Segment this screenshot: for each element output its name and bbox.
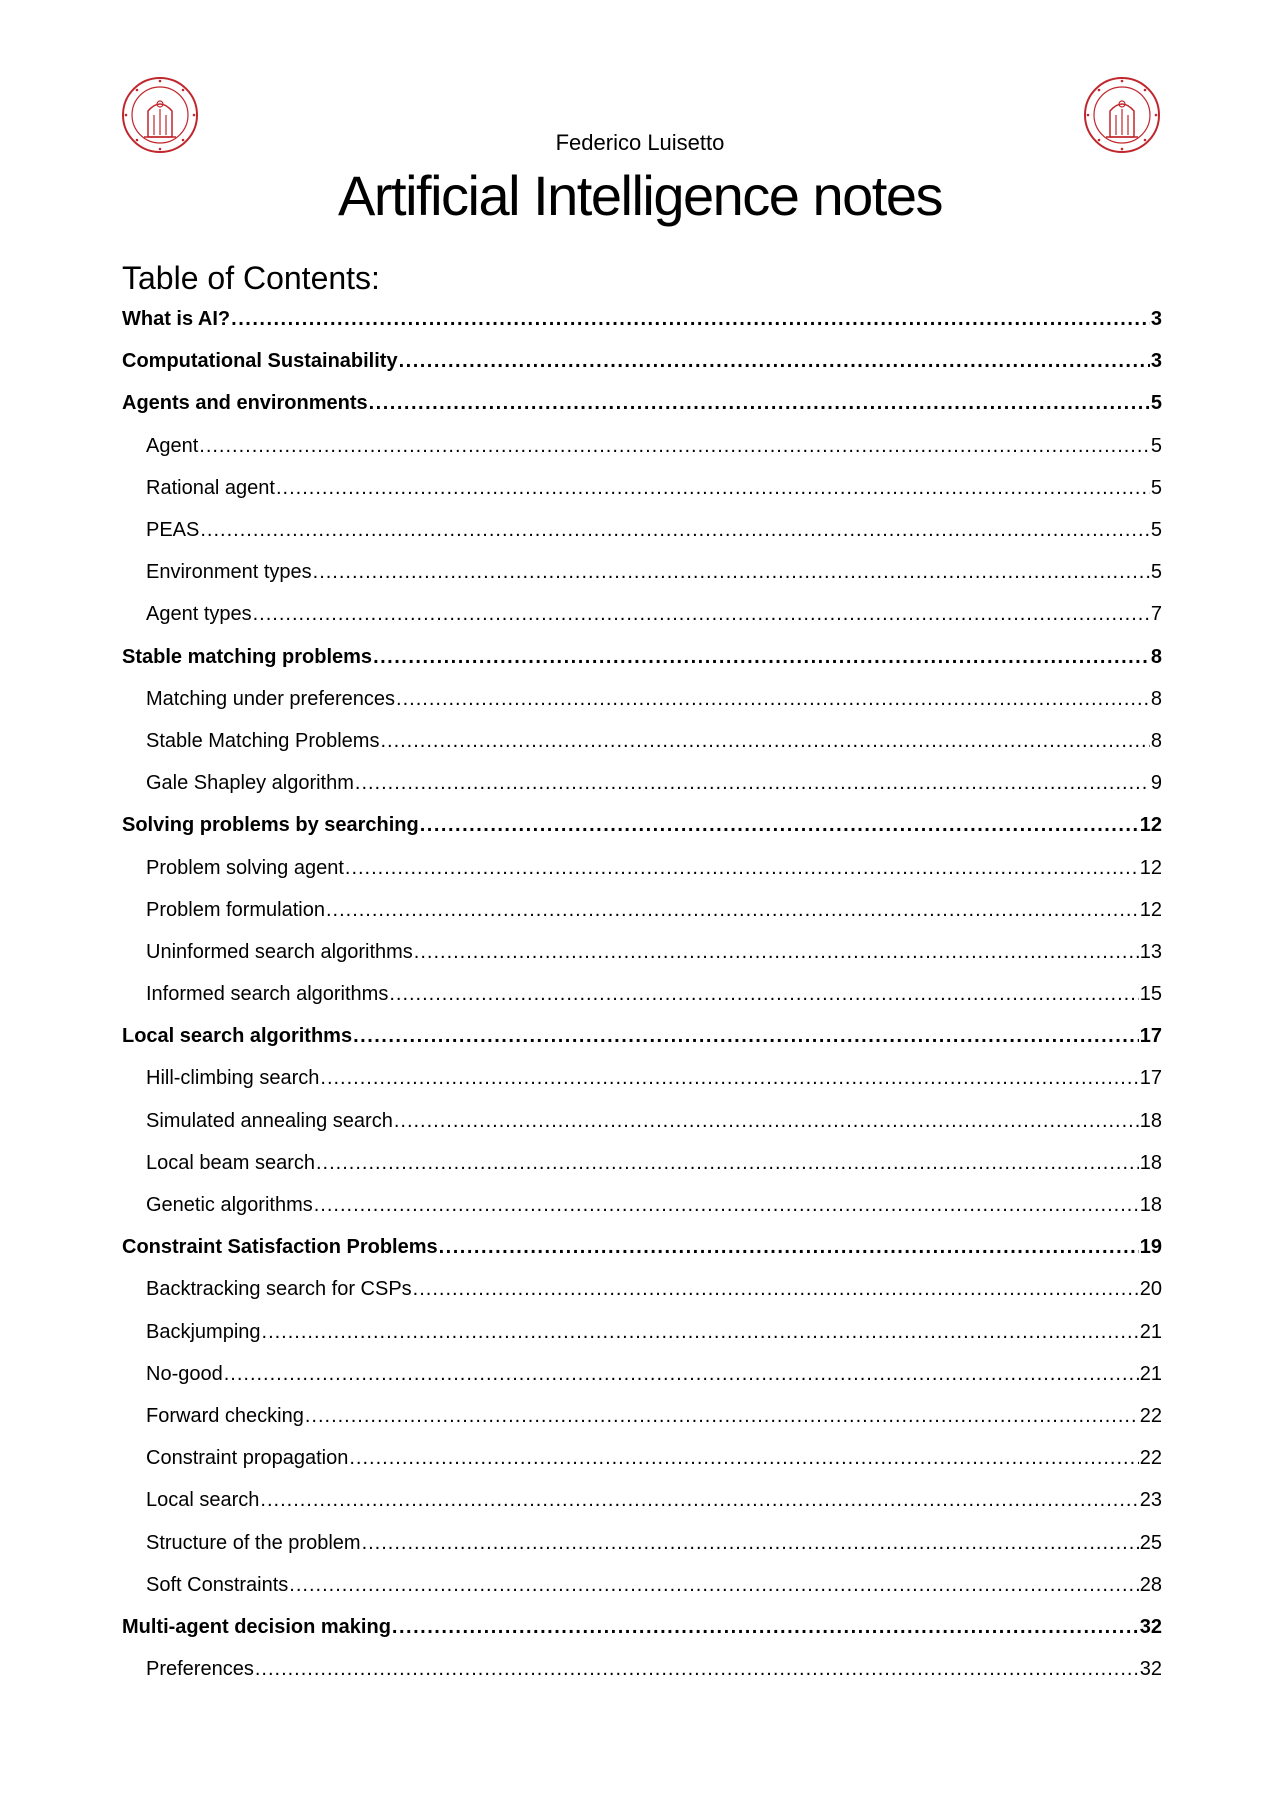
toc-dot-leader <box>320 1057 1138 1099</box>
toc-dot-leader <box>262 1311 1139 1353</box>
toc-entry[interactable] <box>122 720 1162 762</box>
toc-entry-label: Agent types <box>146 603 252 626</box>
toc-entry-label: Solving problems by searching <box>122 814 419 837</box>
toc-entry-page: 17 <box>1139 1025 1162 1048</box>
toc-entry[interactable] <box>122 467 1162 509</box>
toc-dot-leader <box>392 1606 1139 1648</box>
toc-entry-page: 5 <box>1150 476 1162 499</box>
toc-entry-page: 21 <box>1139 1320 1162 1343</box>
toc-dot-leader <box>369 382 1150 424</box>
toc-dot-leader <box>353 1015 1139 1057</box>
toc-dot-leader <box>362 1522 1139 1564</box>
toc-dot-leader <box>420 804 1139 846</box>
toc-entry[interactable] <box>122 382 1162 424</box>
toc-entry-page: 18 <box>1139 1109 1162 1132</box>
toc-dot-leader <box>355 762 1150 804</box>
toc-entry-label: Hill-climbing search <box>146 1067 320 1090</box>
toc-entry-page: 12 <box>1139 856 1162 879</box>
toc-dot-leader <box>413 1268 1139 1310</box>
toc-entry[interactable] <box>122 1437 1162 1479</box>
toc-entry-label: Rational agent <box>146 476 275 499</box>
toc-entry-page: 18 <box>1139 1151 1162 1174</box>
toc-entry-page: 12 <box>1139 814 1162 837</box>
toc-entry[interactable] <box>122 846 1162 888</box>
toc-entry-page: 7 <box>1150 603 1162 626</box>
toc-entry-page: 15 <box>1139 983 1162 1006</box>
toc-entry-page: 18 <box>1139 1194 1162 1217</box>
toc-entry-page: 19 <box>1139 1236 1162 1259</box>
toc-entry-label: Stable Matching Problems <box>146 729 380 752</box>
toc-dot-leader <box>380 720 1149 762</box>
toc-entry[interactable] <box>122 593 1162 635</box>
toc-dot-leader <box>276 467 1150 509</box>
toc-entry-page: 25 <box>1139 1531 1162 1554</box>
toc-entry-label: Computational Sustainability <box>122 350 398 373</box>
toc-dot-leader <box>314 1184 1139 1226</box>
toc-dot-leader <box>414 931 1139 973</box>
toc-entry[interactable] <box>122 678 1162 720</box>
toc-entry[interactable] <box>122 1564 1162 1606</box>
toc-entry-label: Multi-agent decision making <box>122 1615 391 1638</box>
toc-entry[interactable] <box>122 340 1162 382</box>
toc-entry-label: Gale Shapley algorithm <box>146 772 354 795</box>
toc-entry-label: Local beam search <box>146 1151 315 1174</box>
toc-dot-leader <box>305 1395 1139 1437</box>
toc-entry[interactable] <box>122 509 1162 551</box>
toc-dot-leader <box>396 678 1150 720</box>
toc-entry-label: Simulated annealing search <box>146 1109 393 1132</box>
toc-dot-leader <box>289 1564 1138 1606</box>
toc-entry[interactable] <box>122 1142 1162 1184</box>
toc-entry-label: No-good <box>146 1362 223 1385</box>
toc-entry[interactable] <box>122 889 1162 931</box>
toc-dot-leader <box>231 298 1150 340</box>
toc-entry[interactable] <box>122 804 1162 846</box>
toc-entry-label: Preferences <box>146 1658 254 1681</box>
toc-dot-leader <box>255 1648 1139 1690</box>
toc-entry-label: Local search <box>146 1489 260 1512</box>
toc-dot-leader <box>345 847 1139 889</box>
toc-dot-leader <box>373 636 1150 678</box>
toc-entry[interactable] <box>122 1479 1162 1521</box>
toc-entry-label: Problem formulation <box>146 898 325 921</box>
toc-entry-label: Problem solving agent <box>146 856 344 879</box>
toc-entry-label: Matching under preferences <box>146 687 396 710</box>
toc-entry-page: 3 <box>1150 350 1162 373</box>
toc-entry-page: 5 <box>1150 519 1162 542</box>
toc-entry-page: 12 <box>1139 898 1162 921</box>
toc-dot-leader <box>316 1142 1139 1184</box>
toc-entry-page: 3 <box>1150 308 1162 331</box>
toc-entry-page: 13 <box>1139 940 1162 963</box>
toc-entry-label: Soft Constraints <box>146 1573 289 1596</box>
toc-dot-leader <box>439 1226 1139 1268</box>
toc-entry-label: Uninformed search algorithms <box>146 940 413 963</box>
toc-entry-label: Backjumping <box>146 1320 261 1343</box>
toc-entry[interactable] <box>122 1057 1162 1099</box>
toc-entry[interactable] <box>122 1521 1162 1563</box>
toc-entry-label: Agent <box>146 434 199 457</box>
toc-dot-leader <box>399 340 1150 382</box>
toc-dot-leader <box>224 1353 1139 1395</box>
toc-heading: Table of Contents: <box>122 260 380 296</box>
toc-entry-label: Backtracking search for CSPs <box>146 1278 412 1301</box>
toc-dot-leader <box>313 551 1150 593</box>
toc-entry[interactable] <box>122 1100 1162 1142</box>
toc-dot-leader <box>349 1437 1138 1479</box>
toc-entry-page: 22 <box>1139 1404 1162 1427</box>
toc-entry-label: Stable matching problems <box>122 645 373 668</box>
toc-entry-page: 17 <box>1139 1067 1162 1090</box>
toc-entry[interactable] <box>122 1353 1162 1395</box>
toc-dot-leader <box>260 1479 1138 1521</box>
toc-entry-label: PEAS <box>146 519 200 542</box>
toc-entry-page: 5 <box>1150 561 1162 584</box>
toc-entry-label: Constraint propagation <box>146 1447 349 1470</box>
toc-entry-page: 23 <box>1139 1489 1162 1512</box>
toc-entry-label: Informed search algorithms <box>146 983 389 1006</box>
toc-entry[interactable] <box>122 762 1162 804</box>
toc-entry[interactable] <box>122 1311 1162 1353</box>
toc-entry-page: 21 <box>1139 1362 1162 1385</box>
toc-entry-page: 32 <box>1139 1658 1162 1681</box>
toc-entry[interactable] <box>122 551 1162 593</box>
toc-entry-label: Genetic algorithms <box>146 1194 313 1217</box>
toc-entry-label: Agents and environments <box>122 392 368 415</box>
toc-entry-label: Structure of the problem <box>146 1531 361 1554</box>
toc-entry-label: Environment types <box>146 561 312 584</box>
toc-entry[interactable] <box>122 425 1162 467</box>
toc-entry[interactable] <box>122 298 1162 340</box>
toc-dot-leader <box>326 889 1139 931</box>
toc-entry-page: 5 <box>1150 392 1162 415</box>
toc-entry[interactable] <box>122 1015 1162 1057</box>
toc-entry[interactable] <box>122 1395 1162 1437</box>
toc-entry-page: 22 <box>1139 1447 1162 1470</box>
toc-entry-label: Forward checking <box>146 1404 304 1427</box>
toc-entry[interactable] <box>122 1606 1162 1648</box>
toc-entry[interactable] <box>122 636 1162 678</box>
toc-entry-page: 5 <box>1150 434 1162 457</box>
toc-entry[interactable] <box>122 1226 1162 1268</box>
toc-dot-leader <box>253 593 1150 635</box>
toc-entry-label: Constraint Satisfaction Problems <box>122 1236 438 1259</box>
toc-entry[interactable] <box>122 1648 1162 1690</box>
toc-entry-page: 20 <box>1139 1278 1162 1301</box>
toc-dot-leader <box>200 509 1150 551</box>
toc-entry-page: 8 <box>1150 729 1162 752</box>
document-title: Artificial Intelligence notes <box>338 164 942 227</box>
toc-entry[interactable] <box>122 1268 1162 1310</box>
toc-entry[interactable] <box>122 931 1162 973</box>
toc-dot-leader <box>389 973 1138 1015</box>
toc-dot-leader <box>394 1100 1139 1142</box>
author-name: Federico Luisetto <box>555 130 725 155</box>
toc-entry[interactable] <box>122 1184 1162 1226</box>
toc-entry-page: 9 <box>1150 772 1162 795</box>
table-of-contents <box>122 298 1162 1690</box>
toc-entry-page: 8 <box>1150 645 1162 668</box>
toc-entry-page: 8 <box>1150 687 1162 710</box>
toc-dot-leader <box>199 425 1150 467</box>
toc-entry-page: 32 <box>1139 1615 1162 1638</box>
toc-entry-label: What is AI? <box>122 308 231 331</box>
toc-entry[interactable] <box>122 973 1162 1015</box>
toc-entry-label: Local search algorithms <box>122 1025 353 1048</box>
toc-entry-page: 28 <box>1139 1573 1162 1596</box>
